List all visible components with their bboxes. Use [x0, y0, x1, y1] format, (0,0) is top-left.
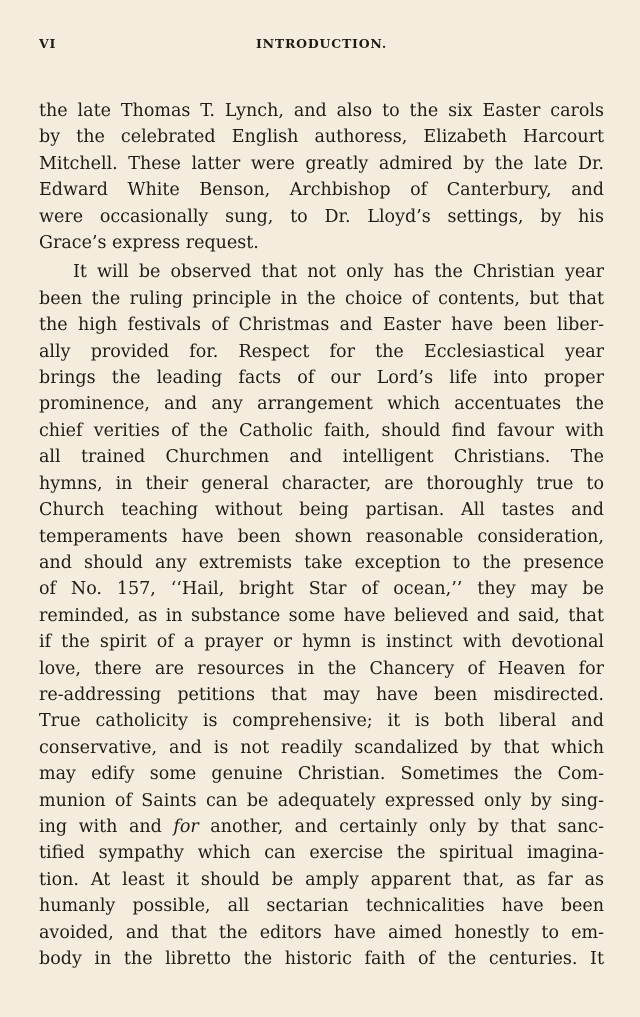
text-line: been the ruling principle in the choice of contents, but that: [39, 288, 604, 309]
text-line: tion. At least it should be amply apparent that, as far as: [39, 869, 604, 890]
text-line: by the celebrated English authoress, Elizabeth Harcourt: [39, 127, 604, 148]
italic-word: for: [173, 816, 199, 837]
text-line: were occasionally sung, to Dr. Lloyd’s settings, by his: [39, 206, 604, 227]
text-line: ally provided for. Respect for the Ecclesiastical year: [39, 341, 604, 362]
body-text: [39, 98, 604, 972]
paragraph-1: [39, 98, 604, 256]
running-head: [39, 36, 604, 60]
text-line: all trained Churchmen and intelligent Christians. The: [39, 447, 604, 468]
text-line: prominence, and any arrangement which accentuates the: [39, 394, 604, 415]
text-line: the late Thomas T. Lynch, and also to the six Easter carols: [39, 101, 604, 121]
text-line: body in the libretto the historic faith of the centuries. It: [39, 949, 604, 969]
text-line: tified sympathy which can exercise the spiritual imagina-: [39, 843, 604, 864]
text-line: It will be observed that not only has the Christian year: [73, 262, 604, 283]
text-run: another, and certainly only by that sanc-: [198, 816, 604, 837]
text-line: munion of Saints can be adequately expressed only by sing-: [39, 790, 604, 811]
text-line: Grace’s express request.: [39, 233, 259, 254]
text-line: conservative, and is not readily scandalized by that which: [39, 737, 604, 758]
text-line: if the spirit of a prayer or hymn is instinct with devotional: [39, 632, 604, 653]
text-line-with-italic: [39, 814, 604, 840]
paragraph-2: [39, 259, 604, 972]
text-line: avoided, and that the editors have aimed honestly to em-: [39, 922, 604, 943]
text-run: ing with and: [39, 816, 174, 837]
text-line: Edward White Benson, Archbishop of Canterbury, and: [39, 180, 604, 201]
text-line: and should any extremists take exception to the presence: [39, 552, 604, 573]
text-line: may edify some genuine Christian. Sometimes the Com-: [39, 764, 604, 785]
text-line: Mitchell. These latter were greatly admired by the late Dr.: [39, 153, 604, 174]
text-line: love, there are resources in the Chancery of Heaven for: [39, 658, 604, 679]
text-line: temperaments have been shown reasonable consideration,: [39, 526, 604, 547]
text-line: hymns, in their general character, are thoroughly true to: [39, 473, 604, 494]
running-title: INTRODUCTION.: [256, 36, 387, 51]
text-line: chief verities of the Catholic faith, should find favour with: [39, 420, 604, 441]
text-line: re-addressing petitions that may have been misdirected.: [39, 684, 604, 705]
text-line: True catholicity is comprehensive; it is both liberal and: [39, 711, 604, 732]
page-number: VI: [39, 36, 57, 51]
text-line: brings the leading facts of our Lord’s life into proper: [39, 368, 604, 389]
text-line: reminded, as in substance some have believed and said, that: [39, 605, 604, 626]
text-line: Church teaching without being partisan. All tastes and: [39, 500, 604, 521]
text-line: the high festivals of Christmas and Easter have been liber-: [39, 315, 604, 336]
text-line: humanly possible, all sectarian technicalities have been: [39, 896, 604, 917]
text-line: of No. 157, ‘‘Hail, bright Star of ocean,’’ they may be: [39, 579, 604, 600]
